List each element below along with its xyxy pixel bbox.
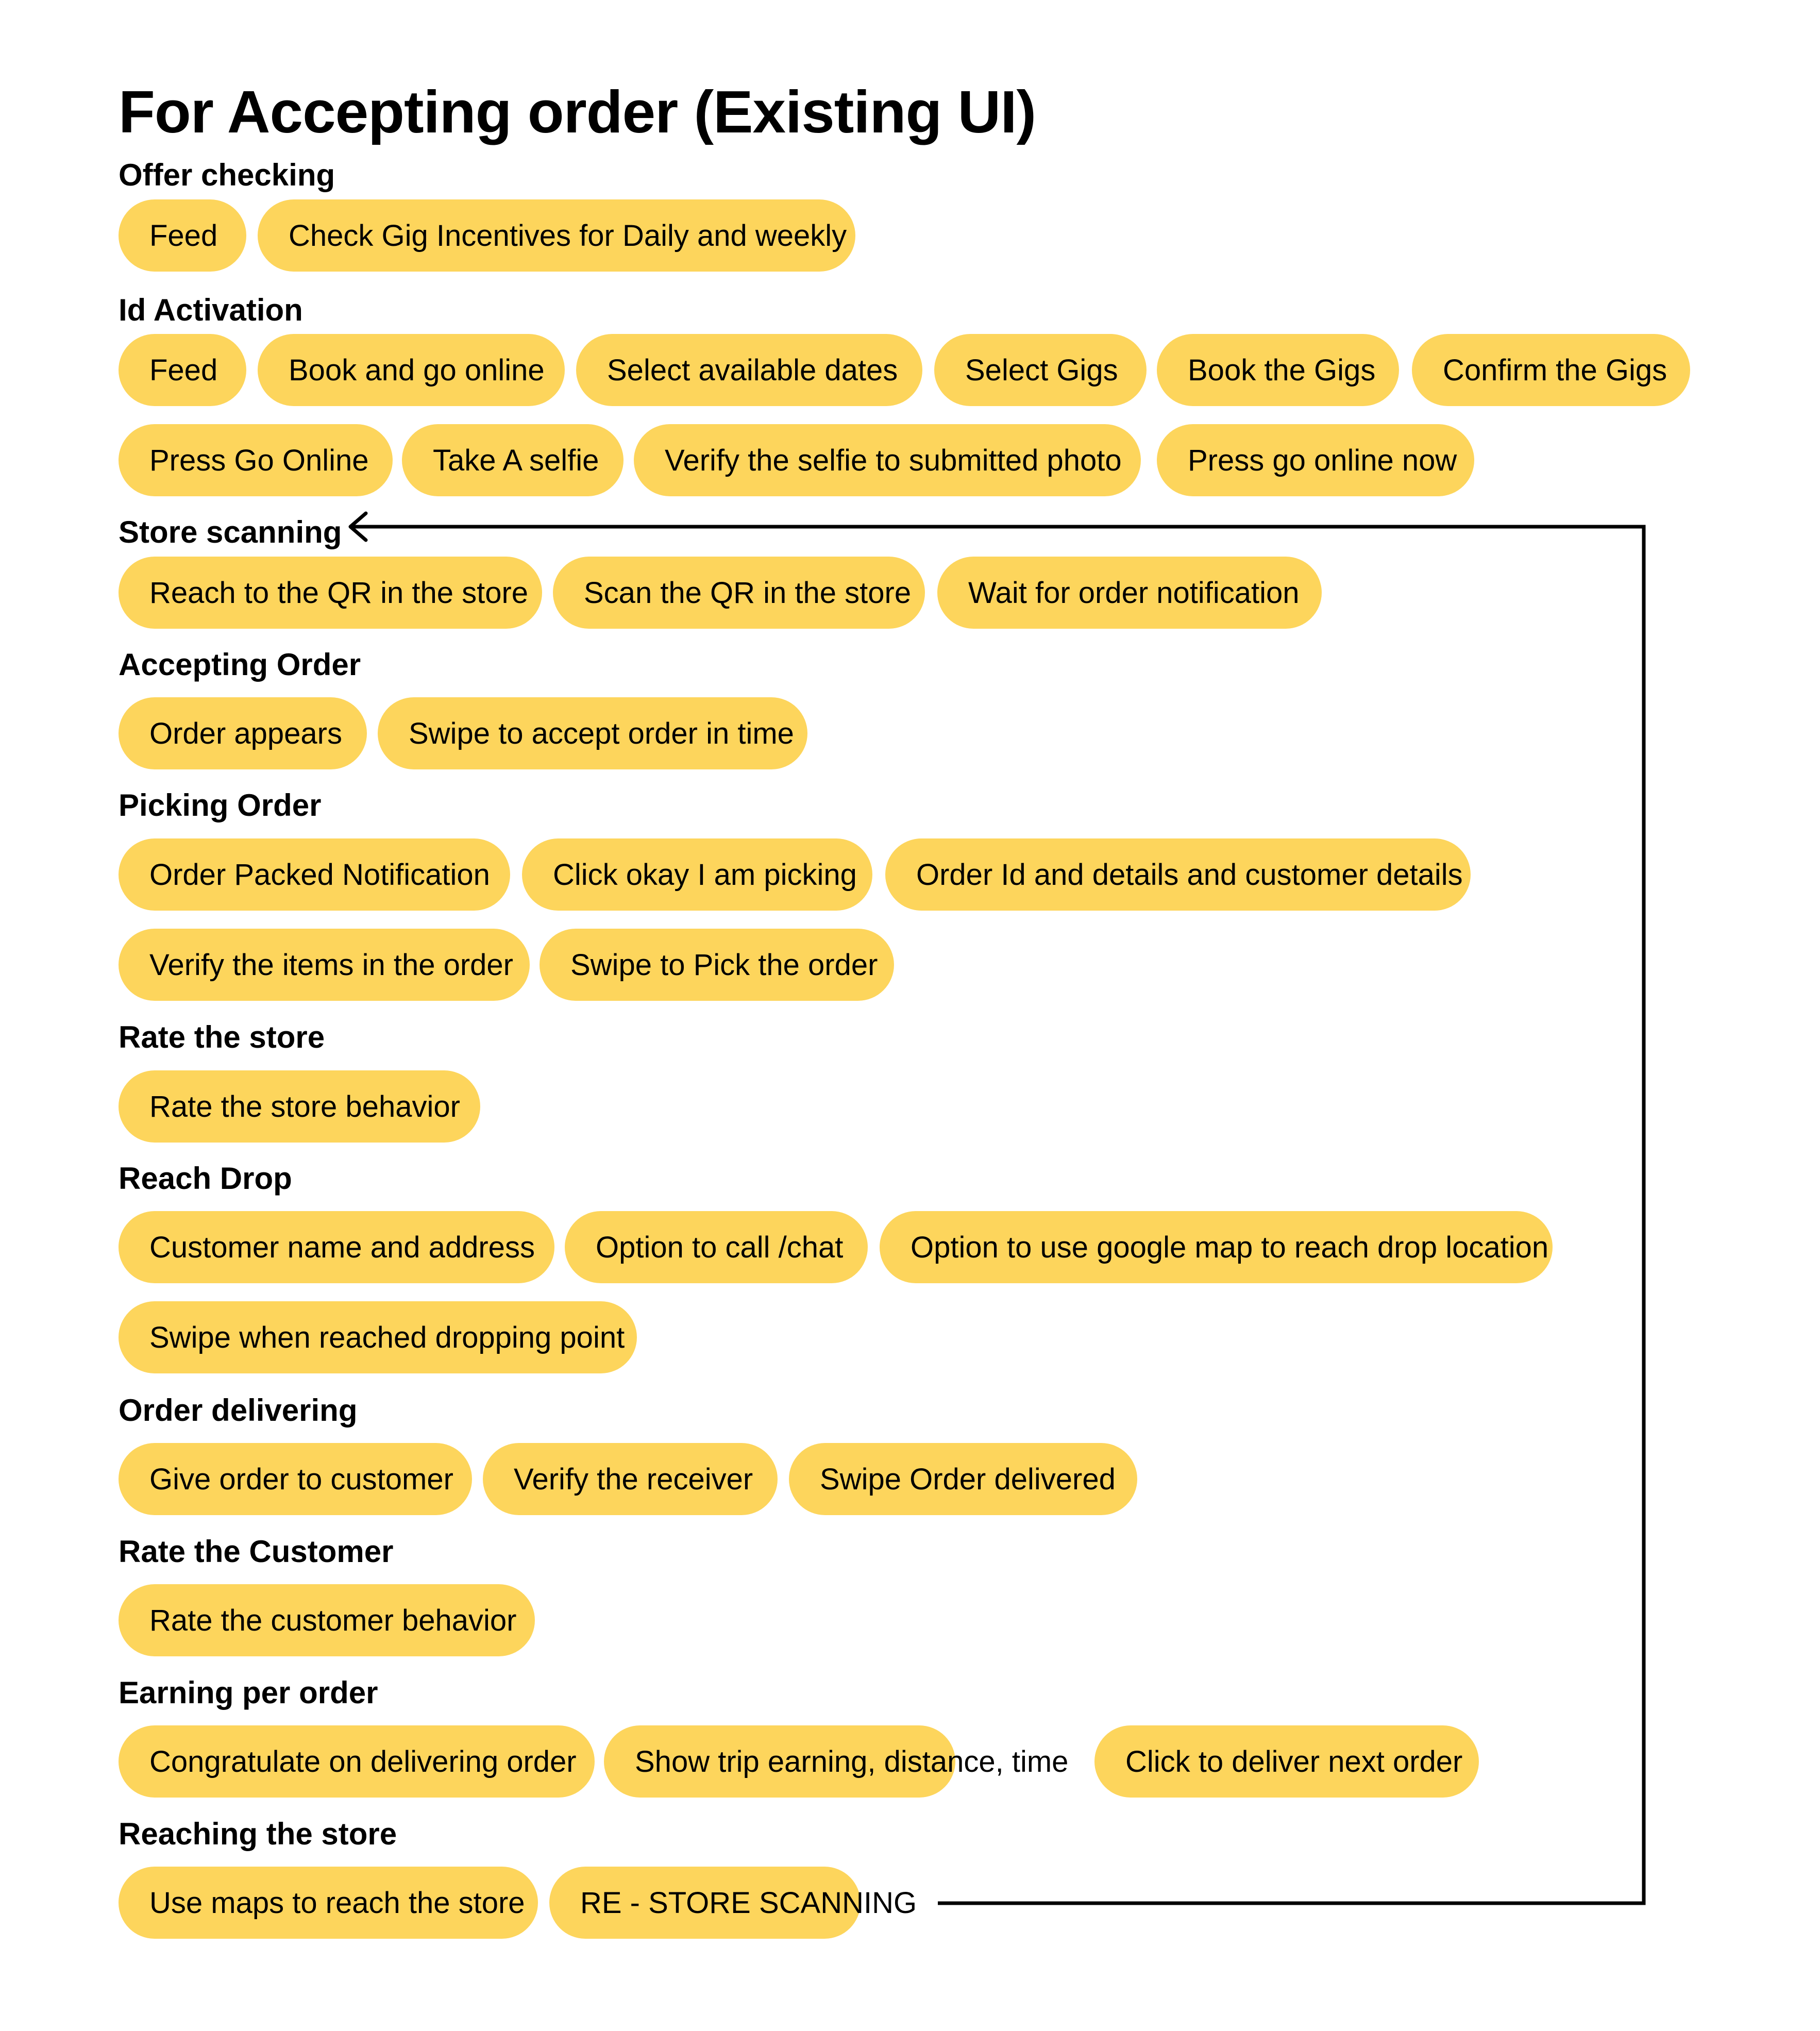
- section-label-reaching-the-store: Reaching the store: [119, 1817, 397, 1851]
- section-label-offer-checking: Offer checking: [119, 158, 335, 192]
- section-label-order-delivering: Order delivering: [119, 1393, 358, 1428]
- section-label-reach-drop: Reach Drop: [119, 1161, 292, 1196]
- step-pill-select-available-dates: Select available dates: [576, 334, 922, 406]
- step-pill-customer-name-and-address: Customer name and address: [119, 1211, 554, 1283]
- step-pill-press-go-online-now: Press go online now: [1157, 424, 1474, 496]
- step-pill-order-packed-notification: Order Packed Notification: [119, 838, 510, 911]
- step-pill-click-okay-i-am-picking: Click okay I am picking: [522, 838, 872, 911]
- step-pill-select-gigs: Select Gigs: [934, 334, 1147, 406]
- step-pill-wait-for-order-notification: Wait for order notification: [937, 557, 1322, 629]
- step-pill-press-go-online: Press Go Online: [119, 424, 393, 496]
- step-pill-swipe-when-reached-dropping-point: Swipe when reached dropping point: [119, 1301, 637, 1373]
- step-pill-confirm-the-gigs: Confirm the Gigs: [1412, 334, 1690, 406]
- section-label-accepting-order: Accepting Order: [119, 647, 361, 682]
- step-pill-book-the-gigs: Book the Gigs: [1157, 334, 1399, 406]
- step-pill-take-a-selfie: Take A selfie: [402, 424, 623, 496]
- section-label-rate-the-customer: Rate the Customer: [119, 1534, 394, 1569]
- step-pill-check-gig-incentives-for-daily-and-weekly: Check Gig Incentives for Daily and weekly: [258, 199, 855, 272]
- step-pill-feed: Feed: [119, 199, 246, 272]
- step-pill-rate-the-customer-behavior: Rate the customer behavior: [119, 1584, 535, 1656]
- step-pill-re-store-scanning: RE - STORE SCANNING: [549, 1867, 861, 1939]
- step-pill-click-to-deliver-next-order: Click to deliver next order: [1094, 1725, 1479, 1798]
- section-label-earning-per-order: Earning per order: [119, 1675, 378, 1710]
- step-pill-swipe-to-pick-the-order: Swipe to Pick the order: [540, 929, 894, 1001]
- step-pill-book-and-go-online: Book and go online: [258, 334, 565, 406]
- section-label-store-scanning: Store scanning: [119, 515, 342, 549]
- step-pill-rate-the-store-behavior: Rate the store behavior: [119, 1070, 480, 1143]
- step-pill-verify-the-items-in-the-order: Verify the items in the order: [119, 929, 530, 1001]
- step-pill-reach-to-the-qr-in-the-store: Reach to the QR in the store: [119, 557, 542, 629]
- step-pill-show-trip-earning-distance-time: Show trip earning, distance, time: [604, 1725, 955, 1798]
- step-pill-feed: Feed: [119, 334, 246, 406]
- step-pill-scan-the-qr-in-the-store: Scan the QR in the store: [553, 557, 925, 629]
- step-pill-order-id-and-details-and-customer-details: Order Id and details and customer details: [885, 838, 1471, 911]
- loop-back-line: [350, 527, 1644, 1903]
- step-pill-option-to-call-chat: Option to call /chat: [565, 1211, 868, 1283]
- section-label-picking-order: Picking Order: [119, 788, 322, 823]
- section-label-rate-the-store: Rate the store: [119, 1020, 325, 1054]
- step-pill-use-maps-to-reach-the-store: Use maps to reach the store: [119, 1867, 538, 1939]
- page-title: For Accepting order (Existing UI): [119, 78, 1036, 145]
- section-label-id-activation: Id Activation: [119, 293, 303, 327]
- step-pill-verify-the-receiver: Verify the receiver: [483, 1443, 778, 1515]
- step-pill-order-appears: Order appears: [119, 697, 367, 769]
- step-pill-verify-the-selfie-to-submitted-photo: Verify the selfie to submitted photo: [634, 424, 1141, 496]
- step-pill-congratulate-on-delivering-order: Congratulate on delivering order: [119, 1725, 595, 1798]
- step-pill-swipe-order-delivered: Swipe Order delivered: [789, 1443, 1137, 1515]
- step-pill-swipe-to-accept-order-in-time: Swipe to accept order in time: [378, 697, 807, 769]
- step-pill-give-order-to-customer: Give order to customer: [119, 1443, 472, 1515]
- step-pill-option-to-use-google-map-to-reach-drop-location: Option to use google map to reach drop location: [880, 1211, 1553, 1283]
